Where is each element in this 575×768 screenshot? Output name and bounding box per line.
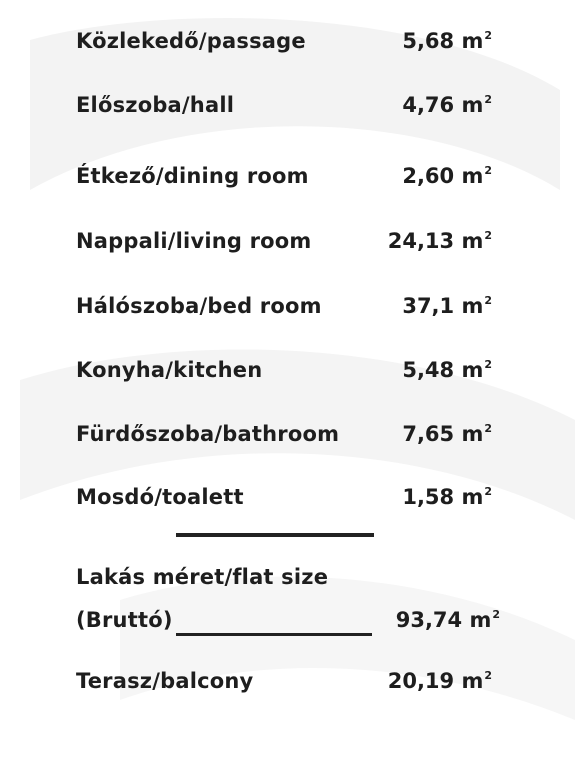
room-area: 4,76 $m^2$ bbox=[402, 93, 492, 117]
room-area: 37,1 $m^2$ bbox=[402, 294, 492, 318]
flat-size-gross-row bbox=[0, 608, 575, 642]
room-label: Konyha/kitchen bbox=[76, 358, 263, 382]
room-row bbox=[0, 29, 575, 63]
room-row bbox=[0, 164, 575, 198]
room-area: 7,65 $m^2$ bbox=[402, 422, 492, 446]
room-label: Közlekedő/passage bbox=[76, 29, 306, 53]
balcony-label: Terasz/balcony bbox=[76, 669, 254, 693]
room-label: Nappali/living room bbox=[76, 229, 312, 253]
room-label: Étkező/dining room bbox=[76, 164, 309, 188]
room-row bbox=[0, 294, 575, 328]
flat-size-area: 93,74 $m^2$ bbox=[395, 608, 500, 632]
underline-rule bbox=[176, 633, 372, 636]
room-label: Fürdőszoba/bathroom bbox=[76, 422, 340, 446]
flat-size-row bbox=[0, 565, 575, 599]
room-area: 24,13 $m^2$ bbox=[387, 229, 492, 253]
room-row bbox=[0, 422, 575, 456]
divider-line bbox=[176, 533, 374, 537]
flat-size-label: Lakás méret/flat size bbox=[76, 565, 329, 589]
room-label: Hálószoba/bed room bbox=[76, 294, 322, 318]
room-area: 5,68 $m^2$ bbox=[402, 29, 492, 53]
balcony-area: 20,19 $m^2$ bbox=[387, 669, 492, 693]
flat-size-gross-label: (Bruttó) bbox=[76, 608, 173, 632]
room-row bbox=[0, 485, 575, 519]
room-row bbox=[0, 93, 575, 127]
balcony-row bbox=[0, 669, 575, 703]
room-label: Előszoba/hall bbox=[76, 93, 235, 117]
room-row bbox=[0, 358, 575, 392]
room-row bbox=[0, 229, 575, 263]
room-area: 2,60 $m^2$ bbox=[402, 164, 492, 188]
room-area: 5,48 $m^2$ bbox=[402, 358, 492, 382]
room-label: Mosdó/toalett bbox=[76, 485, 244, 509]
room-area: 1,58 $m^2$ bbox=[402, 485, 492, 509]
